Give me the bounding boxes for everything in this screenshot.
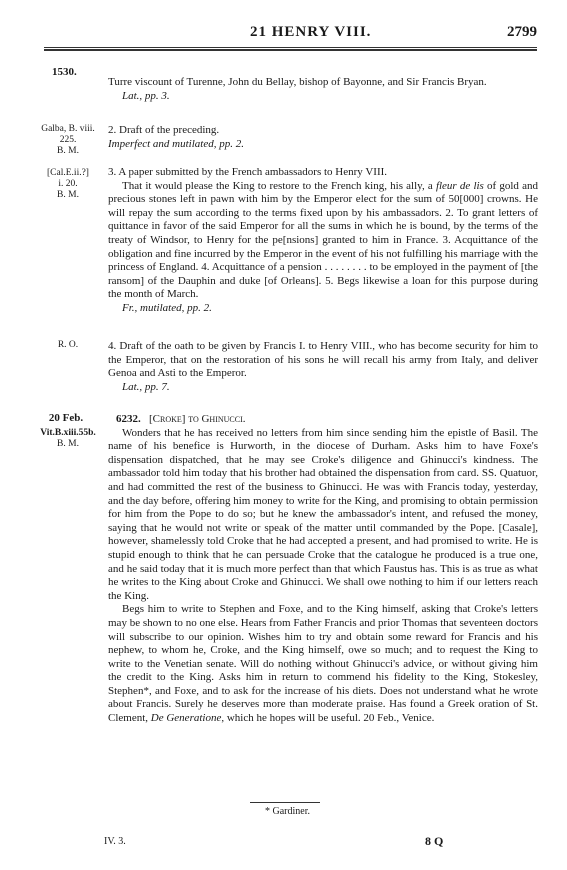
- letter-heading: 6232. [Croke] to Ghinucci.: [116, 413, 246, 425]
- entry-language: Fr., mutilated, pp. 2.: [122, 301, 212, 314]
- entry-language: Lat., pp. 7.: [122, 380, 170, 393]
- entry-reference: Galba, B. viii. 225. B. M.: [41, 124, 95, 156]
- entry-french-paper: [108, 166, 538, 316]
- entry-continuation: [108, 76, 538, 103]
- entry-reference: R. O.: [57, 340, 79, 350]
- signature-mark: IV. 3.: [104, 836, 126, 847]
- entry-language: Imperfect and mutilated, pp. 2.: [108, 137, 244, 150]
- letter-number: 6232.: [116, 413, 141, 425]
- header-rule-double: [44, 49, 537, 51]
- gathering-mark: 8 Q: [425, 834, 444, 848]
- page-number: 2799: [507, 24, 537, 40]
- running-header: [0, 24, 567, 46]
- entry-heading: 3. A paper submitted by the French ambassadors to Henry VIII.: [108, 166, 388, 178]
- entry-body: That it would please the King to restore to the French king, his ally, a fleur de lis of gold and precious stones left in pawn with him by the Emperor elect for the sum of 50[000] crowns. He will repay the sum according to the terms fixed upon by his ambassadors. 2. To grant letters of quittance in favor of the said Emperor for all the sums in which he is bound, by the terms of the treaty of Windsor, to Henry for the pe[nsions] granted to him in France. 3. Acquittance of the obligation and fine incurred by the Emperor in the event of his not fulfilling his marriage with the princess of England. 4. Acquittance of a pension . . . . . . . . to be employed in the payment of [the ransom] of the Dauphin and duke [of Orleans]. 5. Begs likewise a loan for this purpose during the month of March.: [108, 179, 538, 301]
- entry-language: Lat., pp. 3.: [122, 89, 170, 102]
- header-rule: [44, 47, 537, 48]
- entry-reference: [Cal.E.ii.?] i. 20. B. M.: [47, 168, 89, 200]
- footnote-rule: [250, 802, 320, 803]
- letter-paragraph: Begs him to write to Stephen and Foxe, and to the King himself, asking that Croke's letters may be shown to no one else. Hears from Father Francis and prior Thomas that seventeen doctors will subscribe to our opinion. Wishes him to try and obtain some reward for Francis and his nephew, to whom he, Croke, and the King himself, owe so much; and to request the King to write to the Venetian senate. Will do nothing without Ghinucci's advice, or without giving him the credit to the King. Asks him in return to commend his fidelity to the King, Stokesley, Stephen*, and Foxe, and to ask for the increase of his diets. Does not understand what he wrote about Francis. Surely he deserves more than moderate praise. Has found a Greek oration of St. Clement, De Generatione, which he hopes will be useful. 20 Feb., Venice.: [108, 603, 538, 725]
- year-marker: 1530.: [52, 66, 77, 78]
- entry-oath-draft: [108, 340, 538, 394]
- entry-draft: [108, 124, 538, 151]
- entry-heading: 4. Draft of the oath to be given by Francis I. to Henry VIII., who has become security for him to the Emperor, that on the restoration of his sons he will recall his army from Italy, and deliver Genoa and Asti to the Emperor.: [108, 340, 538, 380]
- footnote: * Gardiner.: [265, 806, 310, 817]
- running-title: 21 HENRY VIII.: [250, 24, 372, 40]
- letter-reference: Vit.B.xiii.55b. B. M.: [40, 428, 96, 449]
- entry-text: Turre viscount of Turenne, John du Bellay, bishop of Bayonne, and Sir Francis Bryan.: [108, 76, 487, 88]
- letter-paragraph: Wonders that he has received no letters from him since sending him the epistle of Basil. The name of his benefice is Hurworth, in the diocese of Durham. Asks him to have Foxe's dispensation dispatched, that he may see Croke's diligence and Ghinucci's kindness. The ambassador told him today that his brother had obtained the dispensation from card. SS. Quatuor, and had committed the rest of the business to Ghinucci. He was with Francis today, yesterday, and the day before, offering him money to write for the King, and promising to obtain permission for him from the Pope to do so; but he knew the ambassador's intent, and refused the money, saying that he would not write or speak of the matter until commanded by the Pope. [Casale], however, shamelessly told Croke that he had accepted a present, and had promised to write. He is stupid enough to think that he can persuade Croke that the catalogue he produced is a true one, and he said today that it is much more perfect than that which Faustus has. This is as true as what he writes to the King about Croke and Ghinucci. We shall owe nothing to him if our letters reach the King.: [108, 426, 538, 602]
- letter-entry: [108, 413, 538, 726]
- entry-heading: 2. Draft of the preceding.: [108, 124, 220, 136]
- letter-date: 20 Feb.: [48, 412, 84, 424]
